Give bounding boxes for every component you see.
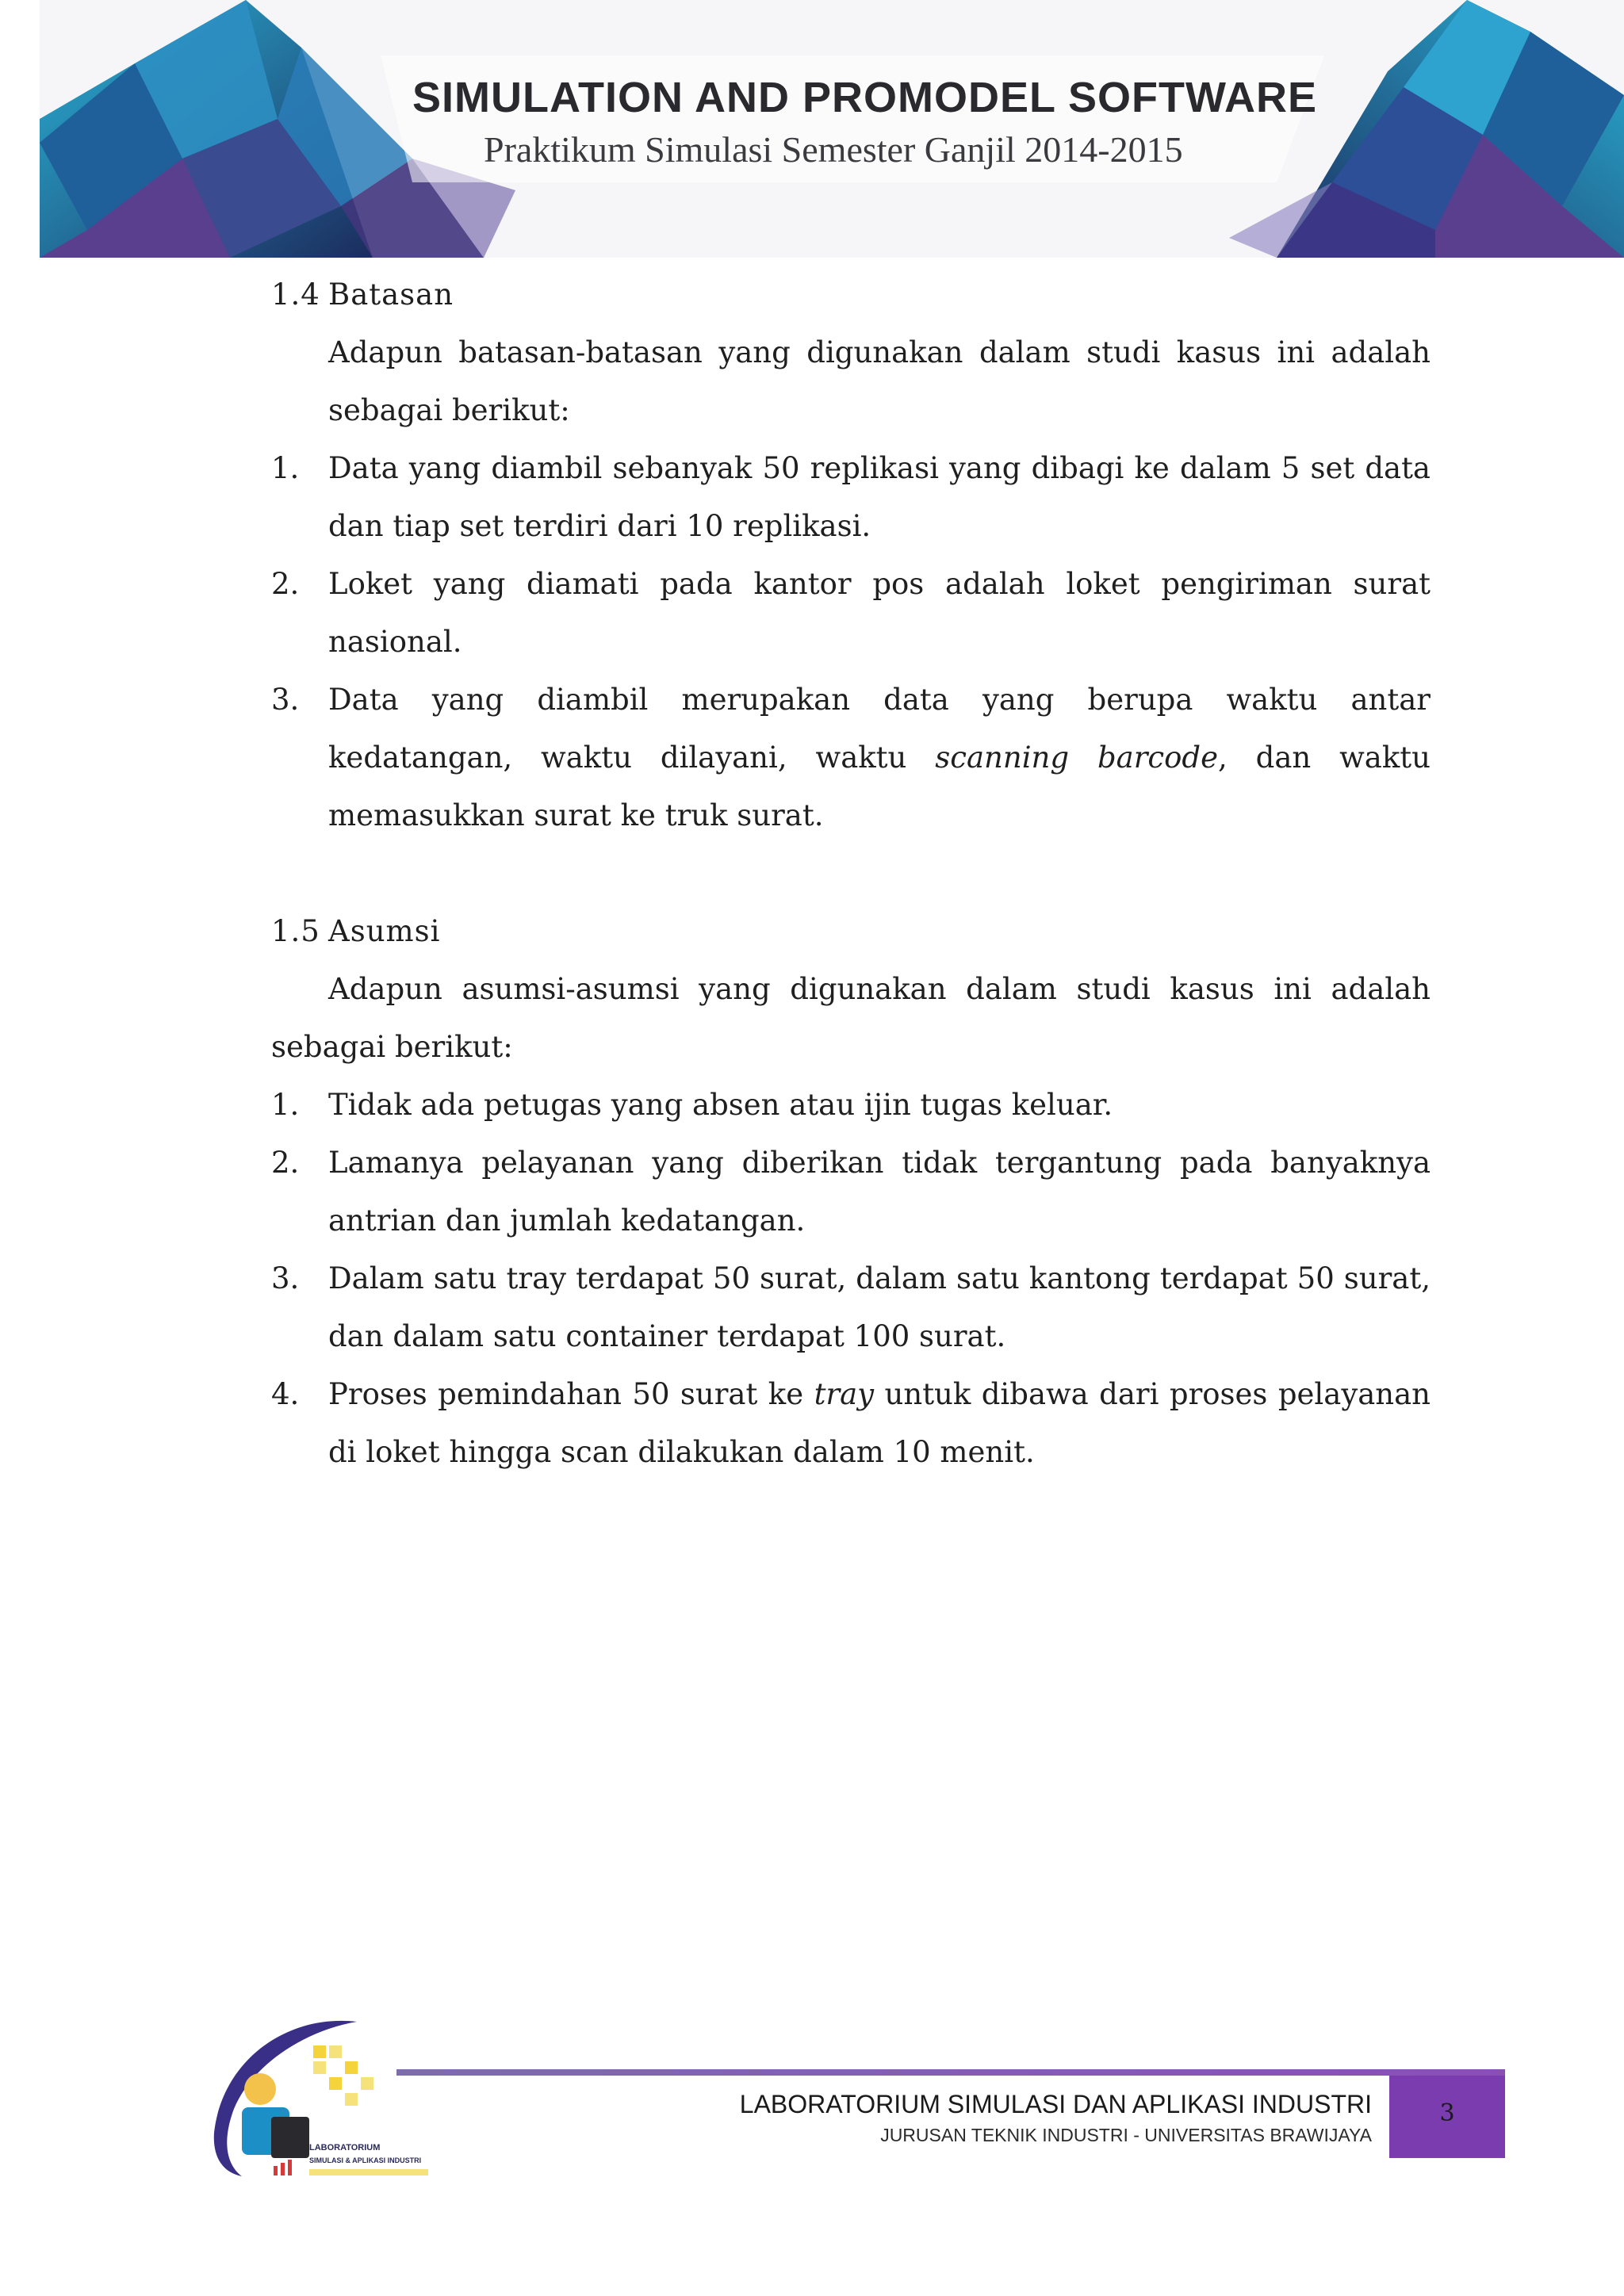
asumsi-list	[271, 1076, 1431, 1481]
page-number-box	[1389, 2076, 1505, 2158]
lab-logo	[198, 2014, 460, 2188]
text-segment: , dan waktu memasukkan surat ke truk surat.	[328, 740, 1431, 832]
list-item-number: 4.	[271, 1377, 300, 1411]
text-segment: Data yang diambil merupakan data yang berupa waktu antar kedatangan, waktu dilayani, waktu	[328, 683, 1431, 775]
section-title: Asumsi	[328, 914, 441, 948]
list-item	[271, 1365, 1431, 1481]
section-intro: Adapun asumsi-asumsi yang digunakan dalam studi kasus ini adalah sebagai berikut:	[271, 972, 1431, 1064]
list-item-text: Data yang diambil sebanyak 50 replikasi yang dibagi ke dalam 5 set data dan tiap set terdiri dari 10 replikasi.	[328, 451, 1431, 543]
list-item-text: Lamanya pelayanan yang diberikan tidak tergantung pada banyaknya antrian dan jumlah kedatangan.	[328, 1146, 1431, 1238]
list-item-text	[328, 671, 1431, 844]
section-title: Batasan	[328, 277, 454, 312]
list-item-number: 3.	[271, 1261, 300, 1295]
italic-term: scanning barcode	[935, 740, 1218, 775]
list-item-text	[328, 1365, 1431, 1481]
italic-term: tray	[814, 1377, 875, 1411]
header-banner	[40, 0, 1624, 258]
section-number: 1.4	[271, 277, 320, 312]
list-item-number: 1.	[271, 451, 300, 485]
list-item-number: 1.	[271, 1088, 300, 1122]
logo-text-line-1: LABORATORIUM	[309, 2143, 381, 2152]
banner-title: SIMULATION AND PROMODEL SOFTWARE	[412, 74, 1317, 121]
list-item-text: Loket yang diamati pada kantor pos adalah loket pengiriman surat nasional.	[328, 567, 1431, 659]
banner-subtitle: Praktikum Simulasi Semester Ganjil 2014-2015	[484, 129, 1183, 170]
logo-text-line-2: SIMULASI & APLIKASI INDUSTRI	[309, 2156, 422, 2164]
text-segment: untuk dibawa dari proses pelayanan di loket hingga scan dilakukan dalam 10 menit.	[328, 1377, 1431, 1469]
text-segment: Proses pemindahan 50 surat ke	[328, 1377, 814, 1411]
page-number: 3	[1439, 2099, 1455, 2127]
list-item	[271, 1076, 1431, 1134]
list-item	[271, 1134, 1431, 1249]
section-number: 1.5	[271, 914, 320, 948]
list-item-text: Dalam satu tray terdapat 50 surat, dalam satu kantong terdapat 50 surat, dan dalam satu container terdapat 100 surat.	[328, 1261, 1431, 1353]
list-item-number: 2.	[271, 567, 300, 601]
list-item-number: 2.	[271, 1146, 300, 1180]
document-body	[271, 266, 1431, 1481]
section-intro: Adapun batasan-batasan yang digunakan dalam studi kasus ini adalah sebagai berikut:	[328, 335, 1431, 427]
list-item	[271, 1249, 1431, 1365]
section-asumsi	[271, 902, 1431, 1481]
footer-lab-name: LABORATORIUM SIMULASI DAN APLIKASI INDUSTRI	[739, 2090, 1372, 2118]
list-item	[271, 555, 1431, 671]
batasan-list	[271, 439, 1431, 844]
footer-divider	[396, 2069, 1505, 2076]
section-heading	[271, 266, 1431, 323]
list-item	[271, 671, 1431, 844]
section-heading	[271, 902, 1431, 960]
footer-department: JURUSAN TEKNIK INDUSTRI - UNIVERSITAS BRAWIJAYA	[880, 2125, 1372, 2145]
list-item-text: Tidak ada petugas yang absen atau ijin tugas keluar.	[328, 1088, 1113, 1122]
list-item	[271, 439, 1431, 555]
lab-logo-icon	[198, 2014, 460, 2188]
section-batasan	[271, 266, 1431, 844]
list-item-number: 3.	[271, 683, 300, 717]
